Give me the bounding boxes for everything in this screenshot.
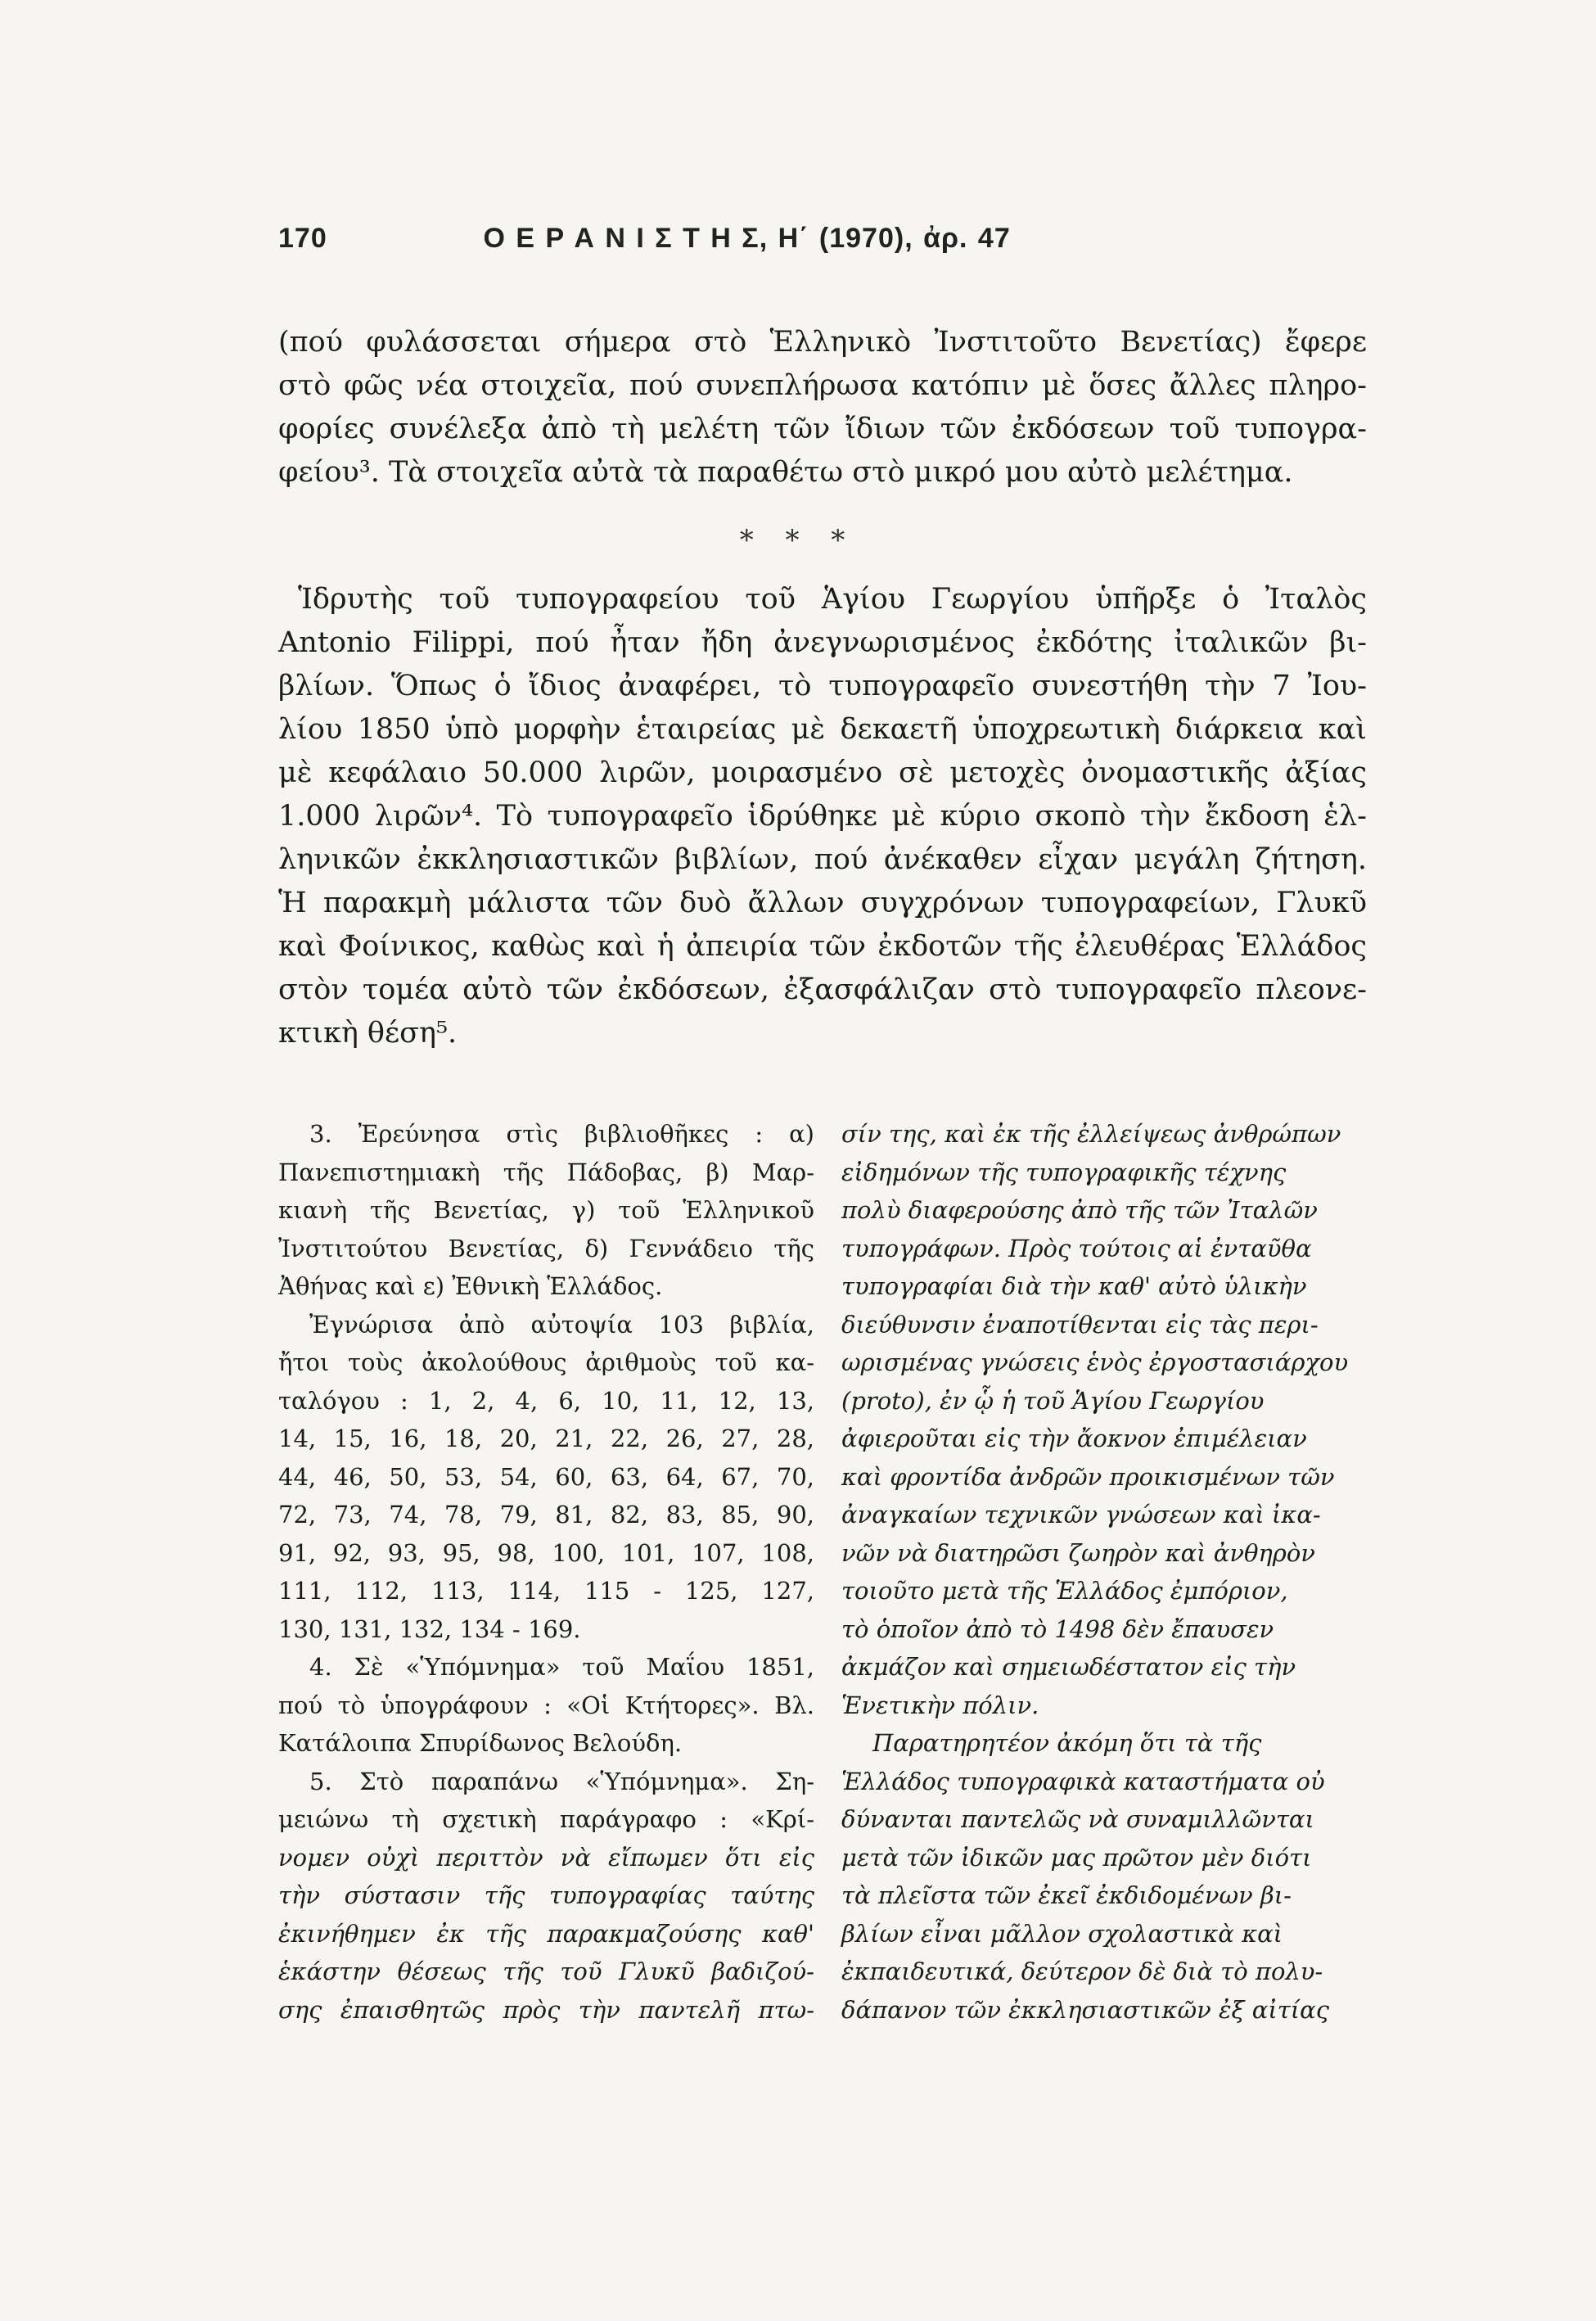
footnote-line: πολὺ διαφερούσης ἀπὸ τῆς τῶν Ἰταλῶν (841, 1196, 1318, 1224)
page-number: 170 (278, 223, 327, 254)
section-separator: * * * (739, 524, 857, 557)
footnote-line: σίν της, καὶ ἐκ τῆς ἐλλείψεως ἀνθρώπων (841, 1120, 1341, 1148)
footnotes-left-column (278, 1115, 814, 2029)
footnote-line: τυπογράφων. Πρὸς τούτοις αἱ ἐνταῦθα (841, 1234, 1312, 1262)
footnote-line: μειώνω τὴ σχετικὴ παράγραφο : «Κρί- (278, 1805, 814, 1833)
footnote-line: ἐκινήθημεν ἐκ τῆς παρακμαζούσης καθ' (278, 1919, 814, 1948)
footnote-line: τοιοῦτο μετὰ τῆς Ἑλλάδος ἐμπόριον, (841, 1577, 1288, 1605)
page-header (278, 223, 1310, 255)
footnote-line: (proto), ἐν ᾧ ἡ τοῦ Ἁγίου Γεωργίου (841, 1386, 1265, 1415)
text-line: ληνικῶν ἐκκλησιαστικῶν βιβλίων, πού ἀνέκαθεν εἶχαν μεγάλη ζήτηση. (278, 843, 1367, 876)
footnote-line: διεύθυνσιν ἐναποτίθενται εἰς τὰς περι- (841, 1310, 1319, 1339)
footnote-line: Ἰνστιτούτου Βενετίας, δ) Γεννάδειο τῆς (278, 1234, 814, 1262)
footnote-line: τὴν σύστασιν τῆς τυπογραφίας ταύτης (278, 1881, 814, 1909)
footnote-line: Ἑλλάδος τυπογραφικὰ καταστήματα οὐ (841, 1767, 1325, 1795)
footnote-line: κιανὴ τῆς Βενετίας, γ) τοῦ Ἑλληνικοῦ (278, 1196, 814, 1224)
footnote-5: 5. Στὸ παραπάνω «Ὑπόμνημα». Ση- (309, 1767, 814, 1795)
text-line: στὸν τομέα αὐτὸ τῶν ἐκδόσεων, ἐξασφάλιζαν στὸ τυπογραφεῖο πλεονε- (278, 973, 1367, 1006)
text-line: Antonio Filippi, πού ἦταν ἤδη ἀνεγνωρισμένος ἐκδότης ἰταλικῶν βι- (278, 626, 1367, 659)
footnote-line: ἀφιεροῦται εἰς τὴν ἄοκνον ἐπιμέλειαν (841, 1425, 1307, 1452)
text-line: Ἱδρυτὴς τοῦ τυπογραφείου τοῦ Ἁγίου Γεωργίου ὑπῆρξε ὁ Ἰταλὸς (298, 583, 1367, 616)
footnote-line: Ἐγνώρισα ἀπὸ αὐτοψία 103 βιβλία, (309, 1310, 814, 1339)
text-line: κτικὴ θέση⁵. (278, 1017, 458, 1050)
footnote-line: νῶν νὰ διατηρῶσι ζωηρὸν καὶ ἀνθηρὸν (841, 1538, 1315, 1567)
footnote-line: 44, 46, 50, 53, 54, 60, 63, 64, 67, 70, (278, 1462, 814, 1491)
footnote-line: σης ἐπαισθητῶς πρὸς τὴν παντελῆ πτω- (278, 1995, 814, 2024)
footnote-line: ἑκάστην θέσεως τῆς τοῦ Γλυκῦ βαδιζού- (278, 1957, 814, 1985)
text-line: λίου 1850 ὑπὸ μορφὴν ἑταιρείας μὲ δεκαετῆ ὑποχρεωτικὴ διάρκεια καὶ (278, 713, 1367, 746)
footnote-line: ἤτοι τοὺς ἀκολούθους ἀριθμοὺς τοῦ κα- (278, 1348, 814, 1376)
footnote-line: τὰ πλεῖστα τῶν ἐκεῖ ἐκδιδομένων βι- (841, 1881, 1292, 1909)
paragraph-intro (278, 321, 1367, 494)
footnote-line: δύνανται παντελῶς νὰ συναμιλλῶνται (841, 1805, 1314, 1833)
text-line: φορίες συνέλεξα ἀπὸ τὴ μελέτη τῶν ἴδιων τῶν ἐκδόσεων τοῦ τυπογρα- (278, 413, 1367, 445)
text-line: στὸ φῶς νέα στοιχεῖα, πού συνεπλήρωσα κατόπιν μὲ ὅσες ἄλλες πληρο- (278, 369, 1367, 402)
footnote-3: 3. Ἐρεύνησα στὶς βιβλιοθῆκες : α) (309, 1120, 814, 1148)
footnote-line: Πανεπιστημιακὴ τῆς Πάδοβας, β) Μαρ- (278, 1158, 814, 1186)
footnote-line: 14, 15, 16, 18, 20, 21, 22, 26, 27, 28, (278, 1425, 814, 1452)
footnote-line: βλίων εἶναι μᾶλλον σχολαστικὰ καὶ (841, 1919, 1283, 1948)
footnote-line: Ἀθήνας καὶ ε) Ἐθνικὴ Ἑλλάδος. (278, 1272, 663, 1300)
footnote-line: δάπανον τῶν ἐκκλησιαστικῶν ἐξ αἰτίας (841, 1995, 1329, 2024)
text-line: βλίων. Ὅπως ὁ ἴδιος ἀναφέρει, τὸ τυπογραφεῖο συνεστήθη τὴν 7 Ἰου- (278, 670, 1367, 702)
footnote-line: 72, 73, 74, 78, 79, 81, 82, 83, 85, 90, (278, 1501, 814, 1529)
footnote-line: Παρατηρητέον ἀκόμη ὅτι τὰ τῆς (872, 1729, 1262, 1757)
footnote-line: Ἑνετικὴν πόλιν. (841, 1691, 1039, 1719)
footnotes-right-column (841, 1115, 1367, 2029)
footnote-line: 91, 92, 93, 95, 98, 100, 101, 107, 108, (278, 1538, 814, 1567)
footnote-line: ταλόγου : 1, 2, 4, 6, 10, 11, 12, 13, (278, 1386, 814, 1415)
footnote-line: μετὰ τῶν ἰδικῶν μας πρῶτον μὲν διότι (841, 1843, 1312, 1872)
footnote-line: ωρισμένας γνώσεις ἑνὸς ἐργοστασιάρχου (841, 1348, 1349, 1376)
text-line: φείου³. Τὰ στοιχεῖα αὐτὰ τὰ παραθέτω στὸ μικρό μου αὐτὸ μελέτημα. (278, 456, 1293, 489)
footnote-line: εἰδημόνων τῆς τυπογραφικῆς τέχνης (841, 1158, 1287, 1186)
footnote-line: νομεν οὐχὶ περιττὸν νὰ εἴπωμεν ὅτι εἰς (278, 1843, 814, 1872)
footnote-line: Κατάλοιπα Σπυρίδωνος Βελούδη. (278, 1729, 683, 1757)
footnote-line: τυπογραφίαι διὰ τὴν καθ' αὐτὸ ὑλικὴν (841, 1272, 1307, 1300)
paragraph-founding (278, 578, 1367, 1055)
text-line: (πού φυλάσσεται σήμερα στὸ Ἑλληνικὸ Ἰνστιτοῦτο Βενετίας) ἔφερε (278, 326, 1367, 359)
footnote-line: ἐκπαιδευτικά, δεύτερον δὲ διὰ τὸ πολυ- (841, 1957, 1323, 1985)
footnote-line: καὶ φροντίδα ἀνδρῶν προικισμένων τῶν (841, 1462, 1335, 1491)
text-line: 1.000 λιρῶν⁴. Τὸ τυπογραφεῖο ἱδρύθηκε μὲ κύριο σκοπὸ τὴν ἔκδοση ἑλ- (278, 800, 1367, 833)
footnote-4: 4. Σὲ «Ὑπόμνημα» τοῦ Μαΐου 1851, (309, 1653, 814, 1681)
footnote-line: πού τὸ ὑπογράφουν : «Οἱ Κτήτορες». Βλ. (278, 1691, 814, 1719)
footnote-line: 130, 131, 132, 134 - 169. (278, 1614, 581, 1643)
footnote-line: 111, 112, 113, 114, 115 - 125, 127, (278, 1577, 814, 1605)
text-line: μὲ κεφάλαιο 50.000 λιρῶν, μοιρασμένο σὲ μετοχὲς ὀνομαστικῆς ἀξίας (278, 756, 1367, 789)
footnote-line: ἀκμάζον καὶ σημειωδέστατον εἰς τὴν (841, 1653, 1296, 1681)
text-line: καὶ Φοίνικος, καθὼς καὶ ἡ ἀπειρία τῶν ἐκδοτῶν τῆς ἐλευθέρας Ἑλλάδος (278, 930, 1367, 963)
footnote-line: τὸ ὁποῖον ἀπὸ τὸ 1498 δὲν ἔπαυσεν (841, 1614, 1274, 1643)
footnote-line: ἀναγκαίων τεχνικῶν γνώσεων καὶ ἰκα- (841, 1501, 1321, 1529)
running-head: Ο Ε Ρ Α Ν Ι Σ Τ Η Σ, Η΄ (1970), ἀρ. 47 (483, 223, 1011, 254)
text-line: Ἡ παρακμὴ μάλιστα τῶν δυὸ ἄλλων συγχρόνων τυπογραφείων, Γλυκῦ (278, 887, 1367, 919)
